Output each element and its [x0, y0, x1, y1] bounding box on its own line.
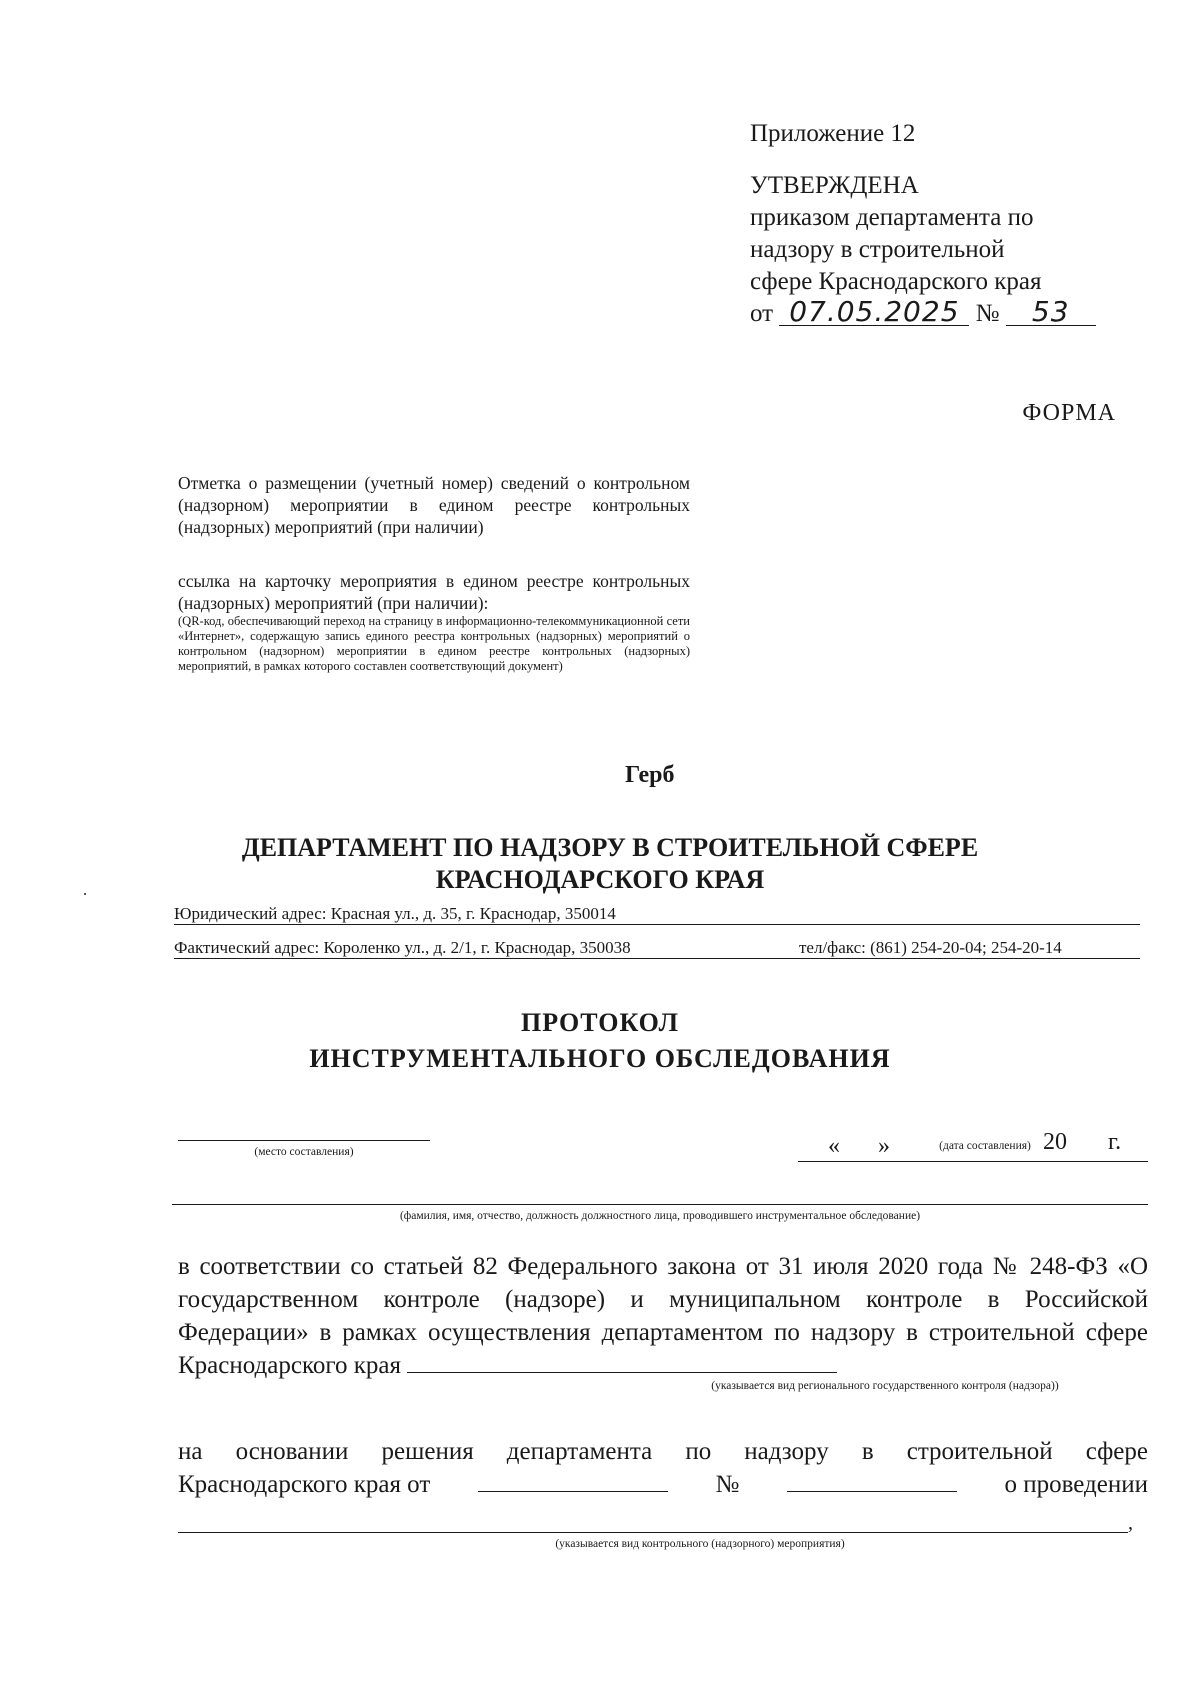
order-line-1: приказом департамента по [750, 204, 1034, 231]
number-prefix: № [975, 300, 1000, 327]
approved-label: УТВЕРЖДЕНА [750, 172, 919, 199]
protocol-title-1: ПРОТОКОЛ [521, 1008, 679, 1037]
order-date: 07.05.2025 [779, 299, 969, 326]
qr-code-note: (QR-код, обеспечивающий переход на страницу в информационно-телекоммуникационной сети «Интернет», содержащую запись единого реестра контрольных (надзорных) мероприятий о контрольном (надзорном) мероприятии в едином реестре контрольных (надзорных) мероприятий, в рамках которого составлен соответствующий документ) [178, 614, 690, 673]
registry-mark-note: Отметка о размещении (учетный номер) сведений о контрольном (надзорном) мероприятии в едином реестре контрольных (надзорных) мероприятий (при наличии) [178, 473, 690, 537]
basis-text: в соответствии со статьей 82 Федерального закона от 31 июля 2020 года № 248-ФЗ «О государственном контроле (надзоре) и муниципальном контроле в Российской Федерации» в рамках осуществления департаментом по надзору в строительной сфере Краснодарского края [178, 1253, 1148, 1379]
event-type-caption: (указывается вид контрольного (надзорного) мероприятия) [555, 1538, 845, 1550]
order-number: 53 [1006, 299, 1096, 326]
decision-number-field[interactable] [787, 1491, 957, 1492]
date-prefix: от [750, 300, 774, 327]
place-field[interactable] [178, 1140, 430, 1141]
official-caption: (фамилия, имя, отчество, должность должностного лица, проводившего инструментальное обследование) [399, 1210, 921, 1222]
phone-fax: тел/факс: (861) 254-20-04; 254-20-14 [799, 938, 1062, 957]
form-label: ФОРМА [1022, 400, 1116, 426]
actual-address [174, 938, 1140, 959]
date-open-quote: « [828, 1133, 840, 1159]
trailing-comma: , [1128, 1512, 1133, 1534]
registry-link-text: ссылка на карточку мероприятия в едином реестре контрольных (надзорных) мероприятий (при наличии): [178, 571, 690, 613]
legal-address [174, 904, 1140, 925]
protocol-title [0, 1005, 1200, 1077]
decision-end-label: о проведении [1004, 1471, 1148, 1498]
decision-from-label: Краснодарского края от [178, 1471, 431, 1498]
decision-line-1: на основании решения департамента по надзору в строительной сфере [178, 1438, 1148, 1465]
legal-address-text: Юридический адрес: Красная ул., д. 35, г. Краснодар, 350014 [174, 904, 616, 923]
year-suffix: г. [1108, 1129, 1122, 1155]
decision-line-2 [178, 1468, 1148, 1501]
department-name [0, 832, 1200, 896]
scan-speck [84, 893, 86, 895]
decision-date-field[interactable] [478, 1491, 668, 1492]
registry-link-note [178, 570, 690, 674]
order-line-2: надзору в строительной [750, 236, 1005, 263]
event-type-field[interactable] [178, 1532, 1128, 1533]
year-prefix: 20 [1043, 1129, 1067, 1155]
decision-number-label: № [715, 1471, 740, 1498]
appendix-label: Приложение 12 [750, 120, 916, 147]
official-field[interactable] [172, 1204, 1148, 1205]
department-line-1: ДЕПАРТАМЕНТ ПО НАДЗОРУ В СТРОИТЕЛЬНОЙ СФЕРЕ [241, 833, 979, 862]
emblem-placeholder: Герб [625, 762, 675, 788]
date-close-quote: » [878, 1133, 890, 1159]
order-date-line [750, 295, 1096, 330]
control-type-caption: (указывается вид регионального государственного контроля (надзора)) [711, 1380, 1059, 1392]
order-line-3: сфере Краснодарского края [750, 268, 1042, 295]
approval-block [750, 118, 1096, 330]
department-line-2: КРАСНОДАРСКОГО КРАЯ [435, 865, 765, 894]
control-type-field[interactable] [407, 1372, 837, 1373]
place-caption: (место составления) [254, 1146, 354, 1158]
decision-paragraph [178, 1435, 1148, 1501]
actual-address-text: Фактический адрес: Короленко ул., д. 2/1, г. Краснодар, 350038 [174, 938, 631, 957]
protocol-title-2: ИНСТРУМЕНТАЛЬНОГО ОБСЛЕДОВАНИЯ [309, 1044, 891, 1073]
basis-paragraph [178, 1250, 1148, 1382]
date-caption: (дата составления) [939, 1140, 1031, 1152]
